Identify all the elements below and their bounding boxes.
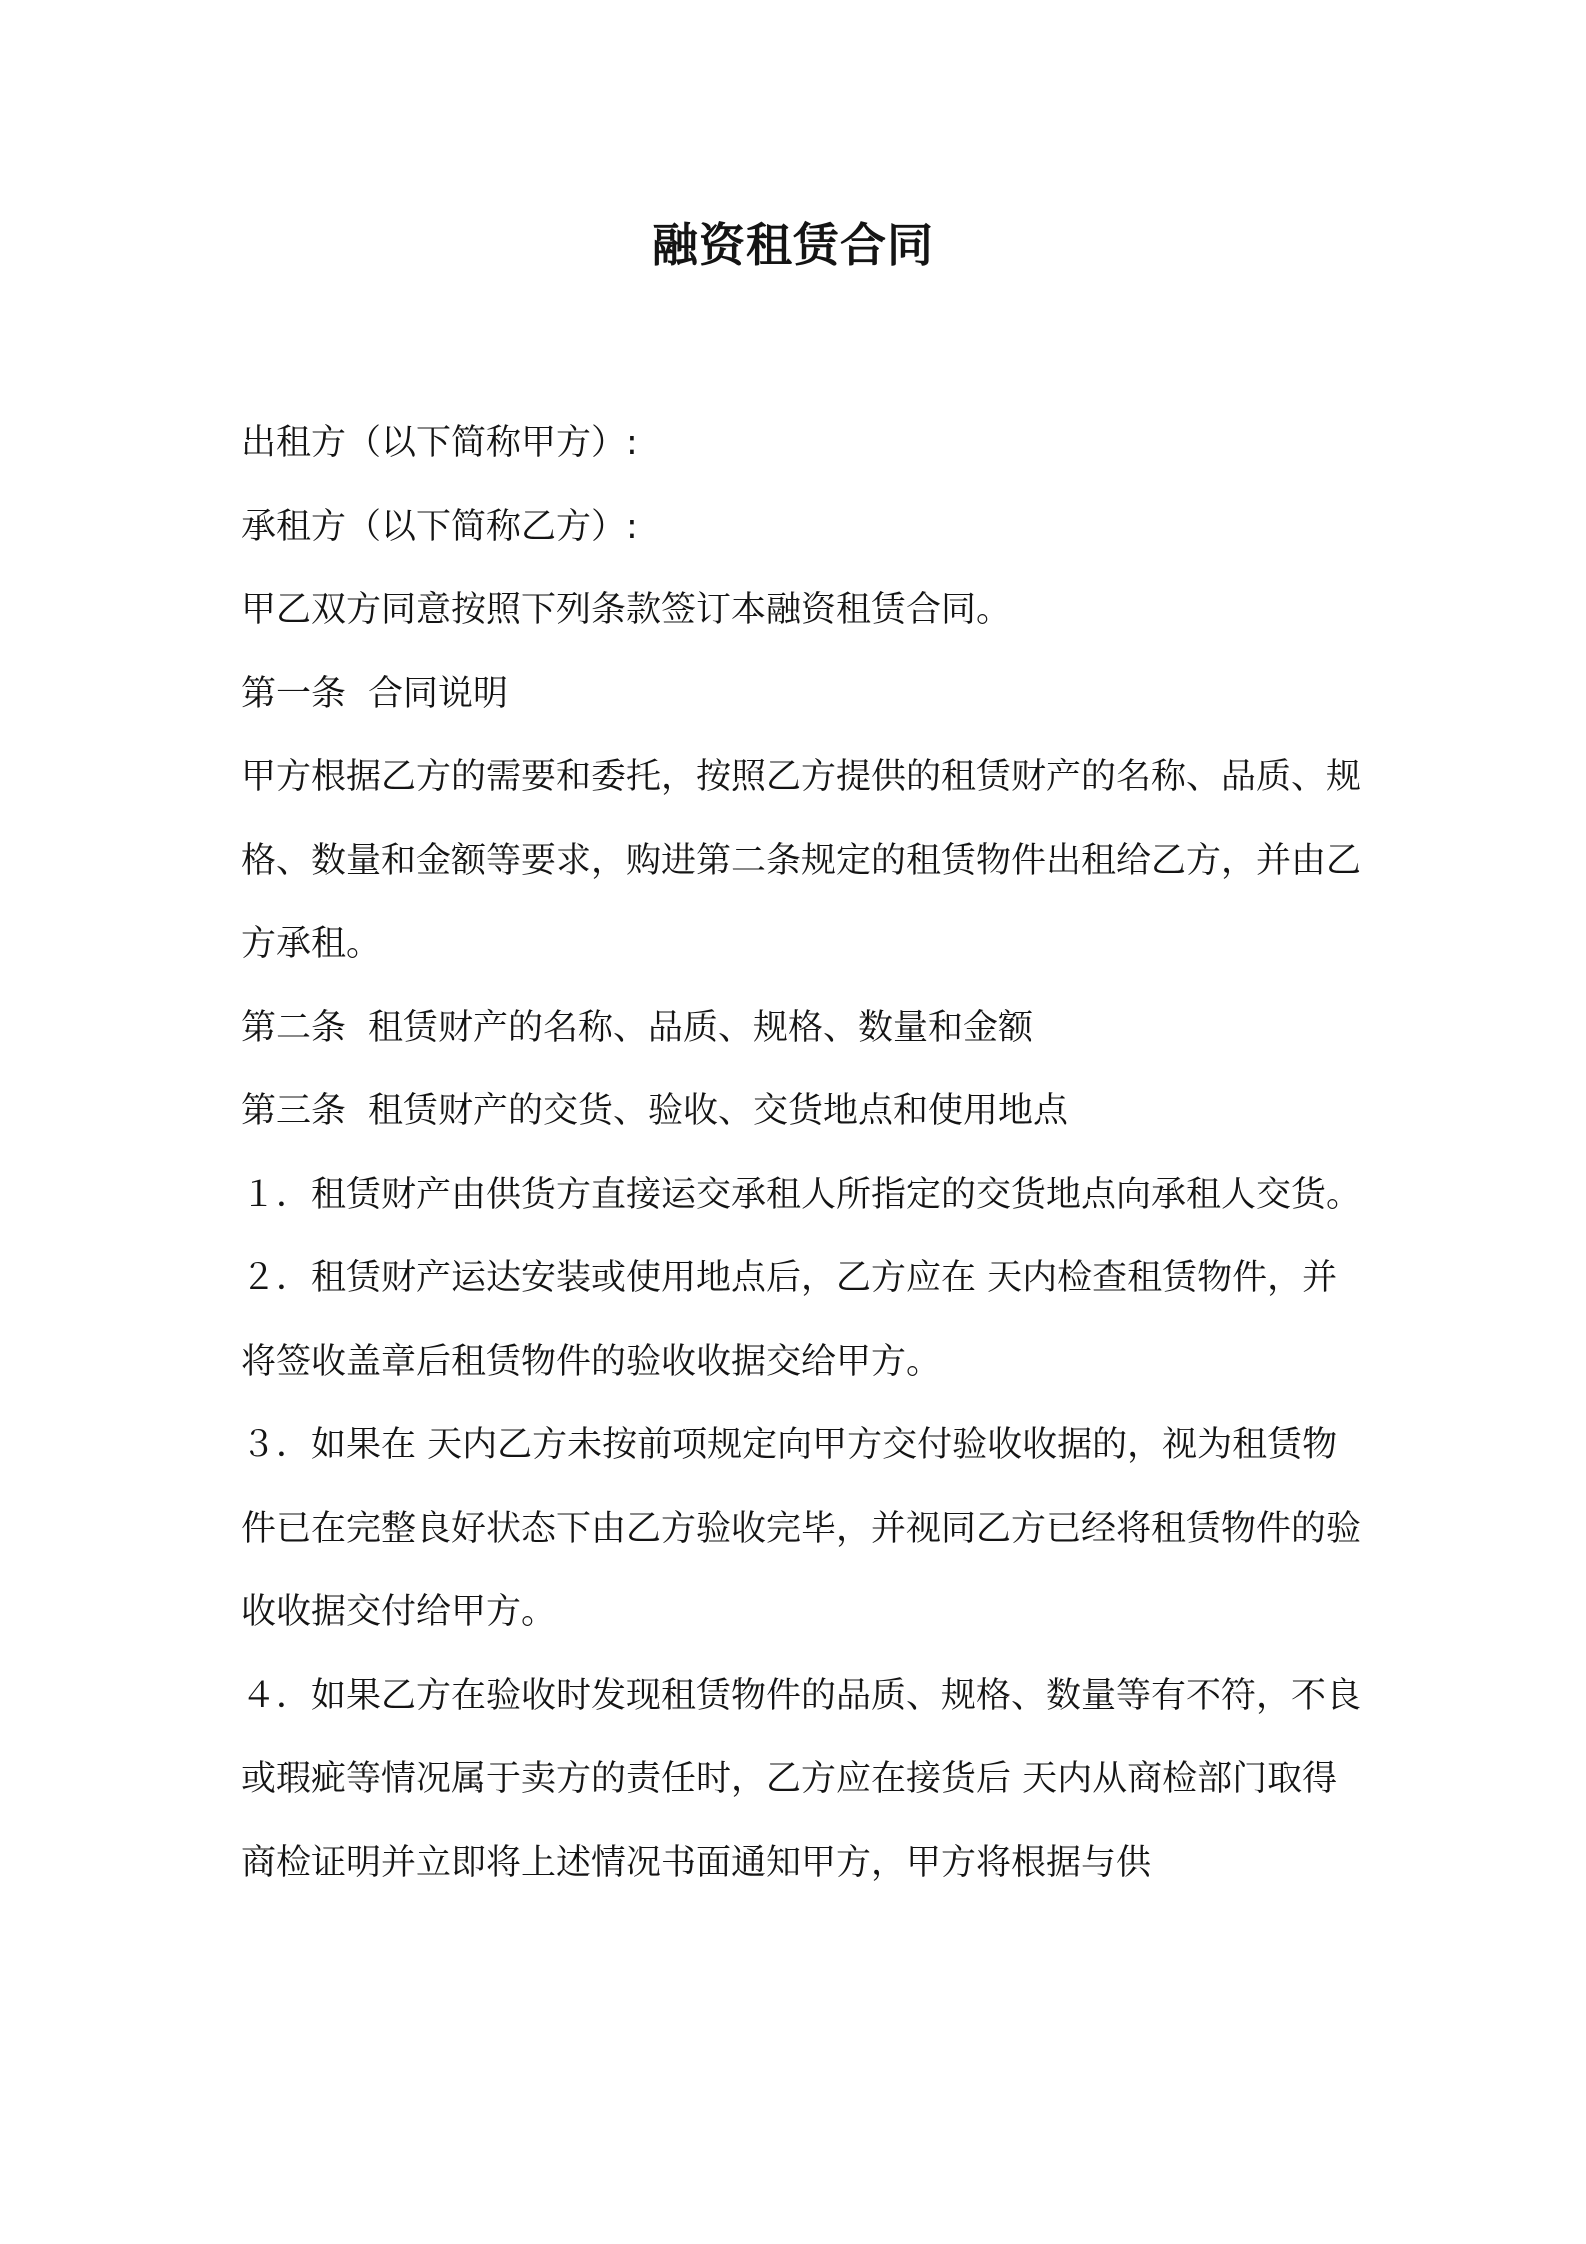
article-1-body: 甲方根据乙方的需要和委托，按照乙方提供的租赁财产的名称、品质、规格、数量和金额等要求，购进第二条规定的租赁物件出租给乙方，并由乙方承租。 — [241, 757, 1362, 964]
lessor-line: 出租方（以下简称甲方）: — [241, 423, 638, 463]
article-2-title: 租赁财产的名称、品质、规格、数量和金额 — [368, 1007, 1034, 1048]
article-3-item-3: ３．如果在 天内乙方未按前项规定向甲方交付验收收据的，视为租赁物件已在完整良好状态下由乙方验收完毕，并视同乙方已经将租赁物件的验收收据交付给甲方。 — [241, 1425, 1362, 1632]
article-1-number: 第一条 — [241, 673, 347, 714]
intro-paragraph: 甲乙双方同意按照下列条款签订本融资租赁合同。 — [241, 590, 1012, 630]
article-2-heading — [241, 987, 1366, 1071]
contract-body — [241, 402, 1366, 1905]
article-3-item-2: ２．租赁财产运达安装或使用地点后，乙方应在 天内检查租赁物件，并将签收盖章后租赁物件的验收收据交给甲方。 — [241, 1258, 1338, 1382]
article-1-title: 合同说明 — [368, 673, 509, 714]
article-3-number: 第三条 — [241, 1091, 347, 1131]
page-title: 融资租赁合同 — [652, 218, 934, 272]
article-1-heading — [241, 653, 1366, 737]
article-3-item-4: ４．如果乙方在验收时发现租赁物件的品质、规格、数量等有不符，不良或瑕疵等情况属于卖方的责任时，乙方应在接货后 天内从商检部门取得商检证明并立即将上述情况书面通知甲方，甲方将根据与供 — [241, 1675, 1362, 1883]
article-3-heading — [241, 1070, 1366, 1154]
article-2-number: 第二条 — [241, 1007, 347, 1048]
article-3-title: 租赁财产的交货、验收、交货地点和使用地点 — [368, 1091, 1069, 1131]
article-3-item-1: １．租赁财产由供货方直接运交承租人所指定的交货地点向承租人交货。 — [241, 1174, 1362, 1215]
lessee-line: 承租方（以下简称乙方）: — [241, 506, 638, 547]
